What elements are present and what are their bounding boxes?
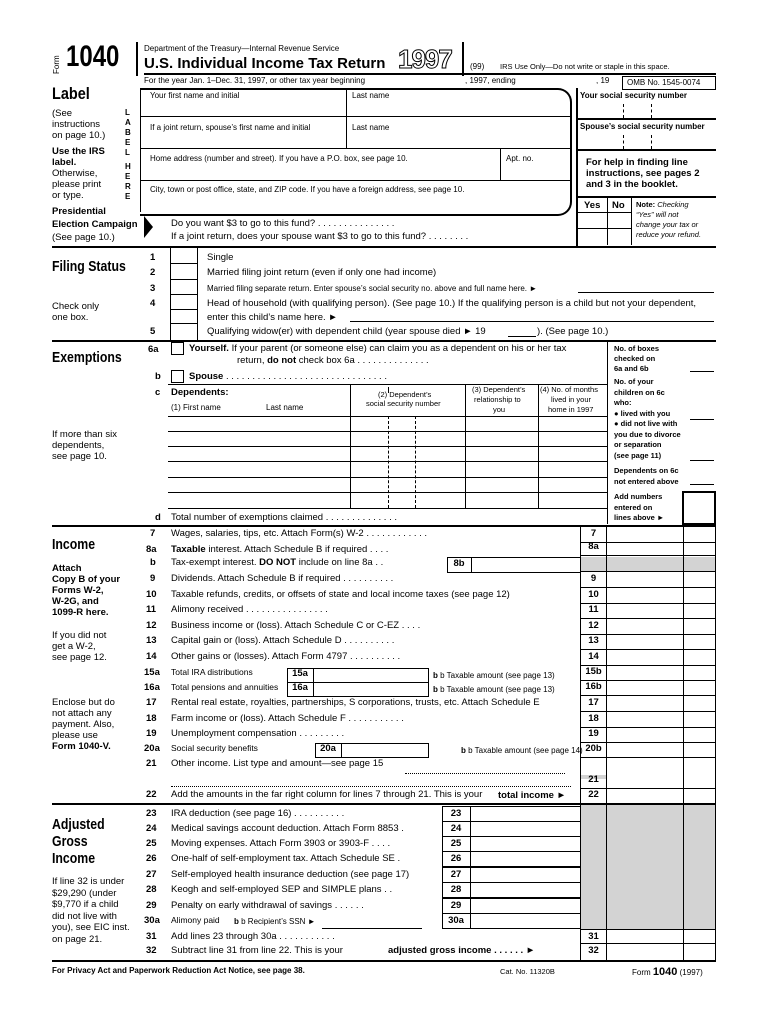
line-8b-label: 8b — [453, 558, 465, 569]
filing-joint-checkbox[interactable] — [171, 264, 196, 278]
income-box-label: 17 — [588, 697, 599, 708]
income-title: Income — [52, 536, 96, 553]
dependents-text: dependents, — [52, 440, 105, 451]
agi-box-label: 29 — [450, 900, 462, 911]
income-amount-field[interactable] — [607, 743, 714, 756]
campaign-arrow — [144, 216, 153, 238]
spouse-ssn-label: Spouse’s social security number — [580, 122, 705, 131]
taxable-20b-text: b b Taxable amount (see page 14) — [461, 746, 583, 755]
income-amount-field[interactable] — [607, 713, 714, 726]
label-instructions: instructions — [52, 119, 101, 130]
income-line-number: 10 — [146, 589, 157, 600]
taxable-15b-text: b b Taxable amount (see page 13) — [433, 671, 555, 680]
income-line-text: Other income. List type and amount—see page 15 — [171, 758, 384, 769]
agi-amount-field[interactable] — [442, 867, 581, 883]
yes-header: Yes — [584, 200, 601, 211]
filing-line-text: enter this child’s name here. ► — [207, 312, 338, 323]
agi-line-text: Moving expenses. Attach Form 3903 or 3903-F . . . . — [171, 838, 391, 849]
eic-note: If line 32 is under $29,290 (under $9,770 if a child did not live with you), see EIC inst. on page 21. — [52, 876, 130, 945]
income-line-text: Business income or (loss). Attach Schedule C or C-EZ . . . . — [171, 620, 421, 631]
apt-field[interactable]: Apt. no. — [506, 154, 534, 163]
tax-year: 1997 — [398, 44, 452, 74]
shaded-area — [581, 804, 606, 930]
agi-amount-field[interactable] — [442, 821, 581, 837]
vertical-label-l2: L — [125, 148, 130, 157]
income-line-text: Other gains or (losses). Attach Form 4797 . . . . . . . . . . — [171, 651, 401, 662]
income-box-label: 13 — [588, 635, 599, 646]
income-line-number: 7 — [150, 528, 156, 539]
catalog-number: Cat. No. 11320B — [500, 967, 555, 976]
agi-box-label: 28 — [450, 884, 462, 895]
total-income-label: total income ► — [498, 790, 566, 801]
filing-line-num: 5 — [150, 326, 156, 337]
dep-col2a: (2) Dependent’s — [378, 390, 432, 399]
income-box-label: 9 — [590, 573, 597, 584]
income-line-text: Tax-exempt interest. DO NOT include on line 8a . . — [171, 557, 384, 568]
taxable-16b-text: b b Taxable amount (see page 13) — [433, 685, 555, 694]
first-name-field[interactable]: Your first name and initial — [150, 91, 240, 100]
omb-number: OMB No. 1545-0074 — [627, 78, 701, 87]
agi-box-label: 31 — [588, 931, 599, 942]
filing-line-text: Qualifying widow(er) with dependent child (year spouse died ► 19 — [207, 326, 486, 337]
label-use-irs: Use the IRS — [52, 146, 105, 157]
agi-line-text: Self-employed health insurance deduction (see page 17) — [171, 869, 410, 880]
label-see: (See — [52, 108, 73, 119]
income-line-text: Add the amounts in the far right column for lines 7 through 21. This is your — [171, 789, 483, 800]
income-line-text: Alimony received . . . . . . . . . . . . . . . . — [171, 604, 328, 615]
income-line-number: 11 — [146, 604, 157, 615]
income-amount-field[interactable] — [607, 541, 714, 554]
income-line-text: Unemployment compensation . . . . . . . . . — [171, 728, 345, 739]
campaign-q1: Do you want $3 to go to this fund? . . . . . . . . . . . . . . . — [171, 218, 395, 229]
agi-amount-field[interactable] — [442, 836, 581, 852]
agi-line-number: 29 — [146, 900, 157, 911]
label-or-type: or type. — [52, 190, 84, 201]
shaded-area — [684, 804, 715, 930]
spouse-last-field[interactable]: Last name — [352, 123, 390, 132]
income-line-text: Farm income or (loss). Attach Schedule F . . . . . . . . . . . — [171, 713, 404, 724]
agi-amount-field[interactable] — [442, 851, 581, 867]
spouse-checkbox[interactable] — [171, 370, 184, 383]
agi-line-text: Keogh and self-employed SEP and SIMPLE plans . . — [171, 884, 393, 895]
line-6d: d — [155, 512, 161, 523]
income-amount-field[interactable] — [607, 573, 714, 586]
privacy-notice: For Privacy Act and Paperwork Reduction Act Notice, see page 38. — [52, 966, 305, 975]
dep-col1b: Last name — [266, 403, 304, 412]
vertical-label-a: A — [125, 118, 131, 127]
form-title: U.S. Individual Income Tax Return — [144, 55, 386, 72]
income-box-label: 22 — [588, 789, 599, 800]
filing-line-text: Married filing joint return (even if only one had income) — [207, 267, 437, 278]
agi-label: adjusted gross income . . . . . . ► — [388, 945, 536, 956]
dep-col4c: home in 1997 — [548, 405, 594, 414]
income-line-number: 9 — [150, 573, 156, 584]
agi-line-text: IRA deduction (see page 16) . . . . . . . . . . — [171, 808, 345, 819]
agi-amount-field[interactable] — [442, 806, 581, 822]
income-line-text: Capital gain or (loss). Attach Schedule D . . . . . . . . . . — [171, 635, 395, 646]
line-15a-label: 15a — [292, 668, 308, 679]
campaign-see: (See page 10.) — [52, 232, 115, 243]
filing-line5-end: ). (See page 10.) — [537, 326, 609, 337]
recipient-ssn: b b Recipient’s SSN ► — [234, 917, 316, 926]
line-16a-label: 16a — [292, 682, 308, 693]
income-line-number: 8a — [146, 544, 157, 555]
agi-amount-field[interactable] — [442, 898, 581, 914]
agi-line-text: Medical savings account deduction. Attach Form 8853 . — [171, 823, 404, 834]
income-line-number: 16a — [144, 682, 160, 693]
label-title: Label — [52, 84, 90, 103]
side-note: No. of boxes checked on 6a and 6b — [614, 344, 660, 373]
income-box-label: 20b — [585, 743, 602, 754]
exemptions-title: Exemptions — [52, 349, 122, 366]
total-exemptions-box[interactable] — [682, 491, 716, 525]
attach-note: Attach Copy B of your Forms W-2, W-2G, and 1099-R here. — [52, 563, 121, 618]
vertical-here-r: R — [125, 182, 131, 191]
side-note: No. of your children on 6c who: ● lived with you ● did not live with you due to divorce or separation (see page 11) — [614, 377, 681, 460]
year-ending: , 1997, ending — [465, 76, 516, 85]
agi-line-number: 27 — [146, 869, 157, 880]
vertical-here-e2: E — [125, 192, 131, 201]
income-line-text: Taxable refunds, credits, or offsets of state and local income taxes (see page 12) — [171, 589, 510, 600]
form-code: (99) — [470, 62, 485, 71]
income-box-label: 18 — [588, 713, 599, 724]
income-amount-field[interactable] — [607, 728, 714, 741]
footer-form: Form 1040 (1997) — [632, 966, 703, 978]
income-line-number: 20a — [144, 743, 160, 754]
income-line-number: 19 — [146, 728, 157, 739]
income-line-number: 14 — [146, 651, 157, 662]
agi-title: Adjusted Gross Income — [52, 816, 105, 867]
income-line-number: 22 — [146, 789, 157, 800]
agi-box-label: 25 — [450, 838, 462, 849]
vertical-label-b: B — [125, 128, 131, 137]
enclose-note: Enclose but do not attach any payment. Also, please use Form 1040-V. — [52, 697, 115, 752]
income-box-label: 8a — [588, 541, 599, 552]
filing-separate-checkbox[interactable] — [171, 280, 196, 293]
dept-name: Department of the Treasury—Internal Revenue Service — [144, 44, 340, 53]
income-amount-field[interactable] — [607, 681, 714, 694]
label-box — [140, 88, 572, 216]
form-word: Form — [52, 55, 61, 74]
label-please-print: please print — [52, 179, 102, 190]
income-box-label: 15b — [585, 666, 602, 677]
label-label-word: label. — [52, 157, 77, 168]
total-exemptions: Total number of exemptions claimed . . . . . . . . . . . . . . — [171, 512, 397, 523]
income-amount-field[interactable] — [607, 651, 714, 664]
year-nineteen: , 19 — [596, 76, 610, 85]
income-amount-field[interactable] — [607, 789, 714, 802]
agi-box-label: 32 — [588, 945, 599, 956]
side-note: Add numbers entered on lines above ► — [614, 492, 665, 522]
agi-box-label: 30a — [448, 915, 464, 926]
income-amount-field[interactable] — [607, 604, 714, 617]
dep-col3a: (3) Dependent’s — [472, 385, 526, 394]
income-amount-field[interactable] — [607, 666, 714, 679]
agi-box-label: 26 — [450, 853, 462, 864]
income-line-text: Total pensions and annuities — [171, 682, 279, 692]
campaign-no-checkbox[interactable] — [608, 213, 630, 227]
spouse-name-field[interactable]: If a joint return, spouse’s first name and initial — [150, 123, 311, 132]
income-box-label: 16b — [585, 681, 602, 692]
line-20a-label: 20a — [320, 743, 336, 754]
agi-line-number: 32 — [146, 945, 157, 956]
vertical-here-e: E — [125, 172, 131, 181]
agi-line-text: Add lines 23 through 30a . . . . . . . . . . . — [171, 931, 335, 942]
filing-status-title: Filing Status — [52, 258, 126, 275]
agi-box-label: 23 — [450, 808, 462, 819]
your-ssn-label: Your social security number — [580, 91, 687, 100]
yourself-text: Yourself. If your parent (or someone else) can claim you as a dependent on his or her tax — [189, 343, 567, 354]
income-line-number: 12 — [146, 620, 157, 631]
dep-col4a: (4) No. of months — [540, 385, 598, 394]
agi-amount-field[interactable] — [442, 882, 581, 898]
income-amount-field[interactable] — [607, 635, 714, 648]
filing-one-box: one box. — [52, 312, 89, 323]
income-box-label: 10 — [588, 589, 599, 600]
income-line-text: Social security benefits — [171, 743, 258, 753]
income-box-label: 11 — [588, 604, 599, 615]
address-field[interactable]: Home address (number and street). If you have a P.O. box, see page 10. — [150, 154, 408, 163]
dep-col2b: social security number — [366, 399, 441, 408]
income-box-label: 12 — [588, 620, 599, 631]
filing-hoh-checkbox[interactable] — [171, 295, 196, 308]
campaign-q2: If a joint return, does your spouse want $3 to go to this fund? . . . . . . . . — [171, 231, 469, 242]
agi-line-number: 30a — [144, 915, 160, 926]
tax-year-line: For the year Jan. 1–Dec. 31, 1997, or other tax year beginning — [144, 76, 366, 85]
agi-line-number: 26 — [146, 853, 157, 864]
income-box-label: 19 — [588, 728, 599, 739]
filing-line-num: 3 — [150, 283, 156, 294]
agi-line-number: 23 — [146, 808, 157, 819]
income-amount-field[interactable] — [607, 589, 714, 602]
agi-line-text: Penalty on early withdrawal of savings . . . . . . — [171, 900, 364, 911]
agi-line-number: 28 — [146, 884, 157, 895]
filing-line-num: 1 — [150, 252, 156, 263]
agi-line-text: Subtract line 31 from line 22. This is your — [171, 945, 343, 956]
agi-line-text: One-half of self-employment tax. Attach Schedule SE . — [171, 853, 401, 864]
side-note: Dependents on 6c not entered above — [614, 466, 679, 486]
income-line-text: Rental real estate, royalties, partnerships, S corporations, trusts, etc. Attach Schedule E — [171, 697, 540, 708]
agi-box-label: 27 — [450, 869, 462, 880]
shaded-area — [607, 557, 683, 572]
agi-total-field[interactable] — [607, 945, 714, 958]
spouse-text: Spouse . . . . . . . . . . . . . . . . . . . . . . . . . . . . . . . — [189, 371, 387, 382]
income-line-text: Wages, salaries, tips, etc. Attach Form(s) W-2 . . . . . . . . . . . . — [171, 528, 428, 539]
shaded-area — [581, 557, 606, 572]
see-page-10: see page 10. — [52, 451, 107, 462]
vertical-label-l: L — [125, 108, 130, 117]
city-field[interactable]: City, town or post office, state, and ZIP code. If you have a foreign address, see page 10. — [150, 185, 465, 194]
vertical-here-h: H — [125, 162, 131, 171]
agi-line-number: 24 — [146, 823, 157, 834]
agi-amount-field[interactable] — [442, 913, 581, 929]
dependents-label: Dependents: — [171, 387, 229, 398]
filing-line-text: Married filing separate return. Enter spouse’s social security no. above and full name here. ► — [207, 284, 538, 293]
campaign-note: Note: Checking “Yes” will not change your tax or reduce your refund. — [636, 200, 702, 239]
filing-line-num: 4 — [150, 298, 156, 309]
campaign-title2: Election Campaign — [52, 219, 138, 230]
dep-col3b: relationship to — [474, 395, 521, 404]
filing-line-text: Single — [207, 252, 234, 263]
return-text: return, do not check box 6a . . . . . . . . . . . . . . — [237, 355, 429, 366]
irs-use-only: IRS Use Only—Do not write or staple in this space. — [500, 62, 670, 71]
more-than-six: If more than six — [52, 429, 117, 440]
vertical-label-e: E — [125, 138, 131, 147]
income-box-label: 21 — [588, 774, 599, 785]
campaign-title1: Presidential — [52, 206, 106, 217]
form-number: 1040 — [66, 40, 120, 73]
income-amount-field[interactable] — [607, 528, 714, 541]
income-line-text: Dividends. Attach Schedule B if required . . . . . . . . . . — [171, 573, 394, 584]
income-line-number: 17 — [146, 697, 157, 708]
income-amount-field[interactable] — [607, 620, 714, 633]
filing-single-checkbox[interactable] — [171, 249, 196, 262]
income-line-number: 15a — [144, 667, 160, 678]
yourself-checkbox[interactable] — [171, 342, 184, 355]
line-6c: c — [155, 387, 161, 398]
income-line-text: Total IRA distributions — [171, 667, 253, 677]
dep-col4b: lived in your — [551, 395, 592, 404]
campaign-yes-checkbox[interactable] — [578, 213, 606, 227]
dep-col3c: you — [493, 405, 506, 414]
income-amount-field[interactable] — [607, 774, 714, 787]
filing-line-text: Head of household (with qualifying person). (See page 10.) If the qualifying person is a child but not your dependent, — [207, 298, 697, 309]
agi-line-number: 31 — [146, 931, 157, 942]
income-line-text: Taxable interest. Attach Schedule B if required . . . . — [171, 544, 389, 555]
filing-line-num: 2 — [150, 267, 156, 278]
no-header: No — [612, 200, 625, 211]
income-line-number: 21 — [146, 758, 157, 769]
label-otherwise: Otherwise, — [52, 168, 98, 179]
filing-widow-checkbox[interactable] — [171, 324, 196, 339]
label-onpage: on page 10.) — [52, 130, 106, 141]
agi-box-label: 24 — [450, 823, 462, 834]
income-box-label: 7 — [590, 528, 597, 539]
income-line-number: 13 — [146, 635, 157, 646]
income-line-number: 18 — [146, 713, 157, 724]
agi-line-number: 25 — [146, 838, 157, 849]
agi-line-text: Alimony paid — [171, 915, 220, 925]
line-6a: 6a — [148, 344, 159, 355]
shaded-area — [607, 804, 683, 930]
line-6b: b — [155, 371, 161, 382]
dep-col1: (1) First name — [171, 403, 221, 412]
income-amount-field[interactable] — [607, 697, 714, 710]
last-name-field[interactable]: Last name — [352, 91, 390, 100]
shaded-area — [684, 557, 715, 572]
income-box-label: 14 — [588, 651, 599, 662]
filing-check-only: Check only — [52, 301, 99, 312]
help-note: For help in finding line instructions, see pages 2 and 3 in the booklet. — [586, 157, 700, 190]
no-w2-note: If you did not get a W-2, see page 12. — [52, 630, 107, 663]
income-line-number: b — [150, 557, 156, 568]
